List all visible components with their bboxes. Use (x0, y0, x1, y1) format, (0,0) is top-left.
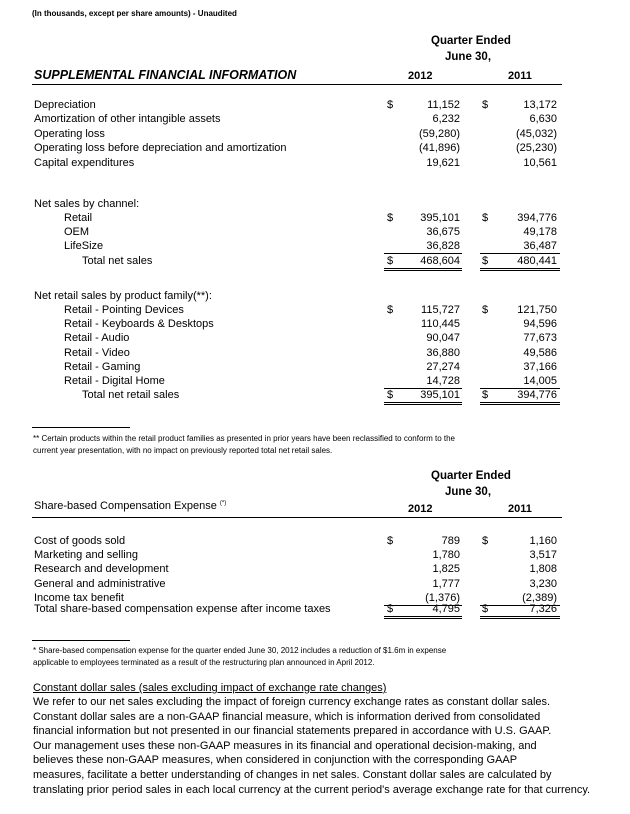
supp-year-2012: 2012 (408, 70, 433, 82)
family-row-4-value-2011: 37,166 (523, 360, 557, 373)
sbc-row-2-label: Research and development (34, 563, 169, 576)
sbc-row-0-currency-2012: $ (387, 535, 394, 547)
sbc-period-date: June 30, (445, 486, 492, 498)
sbc-row-0-value-2011: 1,160 (529, 535, 557, 547)
sbc-row-1-value-2011: 3,517 (529, 549, 557, 562)
supp-row-4-label: Capital expenditures (34, 156, 135, 169)
family-row-3-value-2011: 49,586 (523, 346, 557, 359)
channel-row-0-value-2011: 394,776 (517, 212, 557, 224)
constant-dollar-heading: Constant dollar sales (sales excluding impact of exchange rate changes) (33, 682, 387, 694)
supp-row-0-value-2012: 11,152 (427, 99, 460, 111)
family-row-3-value-2012: 36,880 (426, 346, 460, 359)
family-row-0-label: Retail - Pointing Devices (64, 304, 184, 316)
family-row-1-value-2012: 110,445 (421, 318, 460, 331)
family-total-double-2012 (384, 404, 462, 405)
family-row-4-value-2012: 27,274 (426, 360, 460, 373)
sbc-total-value-2012: 4,795 (432, 603, 460, 615)
family-row-2-value-2012: 90,047 (426, 332, 460, 345)
supp-row-3-label: Operating loss before depreciation and amortization (34, 142, 287, 155)
supp-row-4-value-2011: 10,561 (523, 156, 557, 169)
sbc-row-3-value-2011: 3,230 (529, 577, 557, 590)
sbc-year-2012: 2012 (408, 503, 433, 515)
constant-dollar-line-5: measures, facilitate a better understanding of changes in net sales. Constant dollar sales are calculated by (33, 769, 552, 781)
family-row-1-label: Retail - Keyboards & Desktops (64, 318, 214, 331)
constant-dollar-line-2: financial information but not presented in our financial statements prepared in accordance with U.S. GAAP. (33, 725, 552, 738)
channel-total-double-2012 (384, 270, 462, 271)
sbc-title-mark: (*) (219, 500, 227, 507)
channel-row-0-currency-2012: $ (387, 212, 394, 224)
units-note: (In thousands, except per share amounts) - Unaudited (32, 9, 237, 18)
sbc-total-value-2011: 7,326 (529, 603, 557, 615)
family-row-4-label: Retail - Gaming (64, 360, 141, 373)
sbc-row-0-value-2012: 789 (441, 535, 460, 547)
supp-row-1-label: Amortization of other intangible assets (34, 113, 221, 126)
sbc-row-0-label: Cost of goods sold (34, 535, 126, 547)
footnote2-rule (32, 640, 130, 641)
channel-row-2-label: LifeSize (64, 240, 104, 253)
channel-row-2-value-2011: 36,487 (523, 240, 557, 253)
sbc-total-currency-2011: $ (482, 603, 489, 615)
channel-row-0-value-2012: 395,101 (420, 212, 460, 224)
family-heading: Net retail sales by product family(**): (34, 290, 212, 302)
sbc-period-heading: Quarter Ended (431, 470, 511, 482)
footnote1-rule (32, 427, 130, 428)
supp-row-3-value-2012: (41,896) (419, 142, 460, 155)
constant-dollar-line-6: translating prior period sales in each local currency at the current period's average exchange rate for that currency. (33, 783, 591, 796)
supp-row-1-value-2012: 6,232 (432, 113, 460, 126)
supp-row-2-value-2011: (45,032) (516, 127, 557, 140)
supp-row-0-currency-2012: $ (387, 99, 394, 111)
channel-heading: Net sales by channel: (34, 198, 140, 210)
sbc-total-rule-2012 (384, 616, 462, 617)
family-total-currency-2011: $ (482, 389, 489, 401)
constant-dollar-line-4: believes these non-GAAP measures, when considered in conjunction with the corresponding GAAP (33, 754, 518, 767)
channel-row-0-label: Retail (64, 212, 93, 224)
family-row-5-value-2012: 14,728 (426, 375, 460, 387)
channel-total-value-2011: 480,441 (517, 255, 557, 267)
family-row-0-currency-2012: $ (387, 304, 394, 316)
channel-row-1-label: OEM (64, 226, 90, 239)
family-row-2-value-2011: 77,673 (523, 332, 557, 345)
supp-row-2-label: Operating loss (34, 127, 105, 140)
constant-dollar-line-3: Our management uses these non-GAAP measures in its financial and operational decision-making, and (33, 739, 537, 752)
sbc-total-rule-2011 (480, 616, 560, 617)
footnote1-line2: current year presentation, with no impact on previously reported total net retail sales. (33, 446, 333, 455)
sbc-row-4-label: Income tax benefit (34, 591, 124, 604)
channel-total-currency-2012: $ (387, 255, 394, 267)
footnote2-line2: applicable to employees terminated as a result of the restructuring plan announced in April 2012. (33, 658, 375, 667)
sbc-total-currency-2012: $ (387, 603, 394, 615)
supp-row-1-value-2011: 6,630 (529, 113, 557, 126)
constant-dollar-line-0: We refer to our net sales excluding the impact of foreign currency exchange rates as constant dollar sales. (33, 696, 551, 708)
channel-total-currency-2011: $ (482, 255, 489, 267)
footnote1-line1: ** Certain products within the retail product families as presented in prior years have been reclassified to conform to the (33, 434, 455, 443)
family-total-label: Total net retail sales (82, 389, 180, 401)
sbc-row-3-value-2012: 1,777 (432, 577, 460, 590)
family-row-2-label: Retail - Audio (64, 332, 130, 345)
family-total-value-2012: 395,101 (420, 389, 460, 401)
family-row-5-label: Retail - Digital Home (64, 375, 165, 387)
family-total-rule-2011 (480, 402, 560, 403)
channel-row-0-currency-2011: $ (482, 212, 489, 224)
channel-row-1-value-2011: 49,178 (523, 226, 557, 239)
channel-total-value-2012: 468,604 (420, 255, 460, 267)
sbc-row-4-value-2011: (2,389) (522, 591, 557, 604)
family-row-0-value-2011: 121,750 (517, 304, 557, 316)
family-total-rule-2012 (384, 402, 462, 403)
sbc-row-2-value-2011: 1,808 (529, 563, 557, 576)
channel-total-rule-2012 (384, 268, 462, 269)
supp-row-4-value-2012: 19,621 (426, 156, 460, 169)
sbc-row-4-value-2012: (1,376) (425, 591, 460, 604)
supp-row-0-currency-2011: $ (482, 99, 489, 111)
constant-dollar-line-1: Constant dollar sales are a non-GAAP financial measure, which is information derived from consolidated (33, 710, 541, 723)
family-total-value-2011: 394,776 (517, 389, 557, 401)
channel-total-label: Total net sales (82, 255, 153, 267)
family-row-3-label: Retail - Video (64, 346, 130, 359)
family-row-0-currency-2011: $ (482, 304, 489, 316)
supp-period-heading: Quarter Ended (431, 35, 511, 47)
footnote2-line1: * Share-based compensation expense for the quarter ended June 30, 2012 includes a reduction of $1.6m in expense (33, 646, 447, 655)
channel-row-1-value-2012: 36,675 (426, 226, 460, 239)
sbc-row-1-label: Marketing and selling (34, 549, 138, 562)
sbc-row-3-label: General and administrative (34, 577, 166, 590)
family-row-0-value-2012: 115,727 (421, 304, 460, 316)
channel-total-rule-2011 (480, 268, 560, 269)
family-total-double-2011 (480, 404, 560, 405)
sbc-total-double-2011 (480, 618, 560, 619)
family-row-5-value-2011: 14,005 (523, 375, 557, 387)
sbc-total-label: Total share-based compensation expense after income taxes (34, 603, 331, 615)
family-row-1-value-2011: 94,596 (523, 318, 557, 331)
channel-row-2-value-2012: 36,828 (426, 240, 460, 253)
supp-year-2011: 2011 (508, 70, 532, 82)
sbc-title-text: Share-based Compensation Expense (34, 500, 217, 512)
sbc-header-rule (32, 517, 562, 518)
supp-row-0-label: Depreciation (34, 99, 96, 111)
supp-row-0-value-2011: 13,172 (523, 99, 557, 111)
supp-header-rule (32, 84, 562, 85)
family-total-currency-2012: $ (387, 389, 394, 401)
sbc-year-2011: 2011 (508, 503, 532, 515)
sbc-row-0-currency-2011: $ (482, 535, 489, 547)
sbc-total-double-2012 (384, 618, 462, 619)
channel-total-double-2011 (480, 270, 560, 271)
sbc-row-1-value-2012: 1,780 (432, 549, 460, 562)
supp-period-date: June 30, (445, 51, 492, 63)
supp-row-3-value-2011: (25,230) (516, 142, 557, 155)
supp-row-2-value-2012: (59,280) (419, 127, 460, 140)
sbc-row-2-value-2012: 1,825 (432, 563, 460, 576)
supp-section-title: SUPPLEMENTAL FINANCIAL INFORMATION (34, 68, 297, 82)
sbc-section-title (34, 500, 226, 512)
